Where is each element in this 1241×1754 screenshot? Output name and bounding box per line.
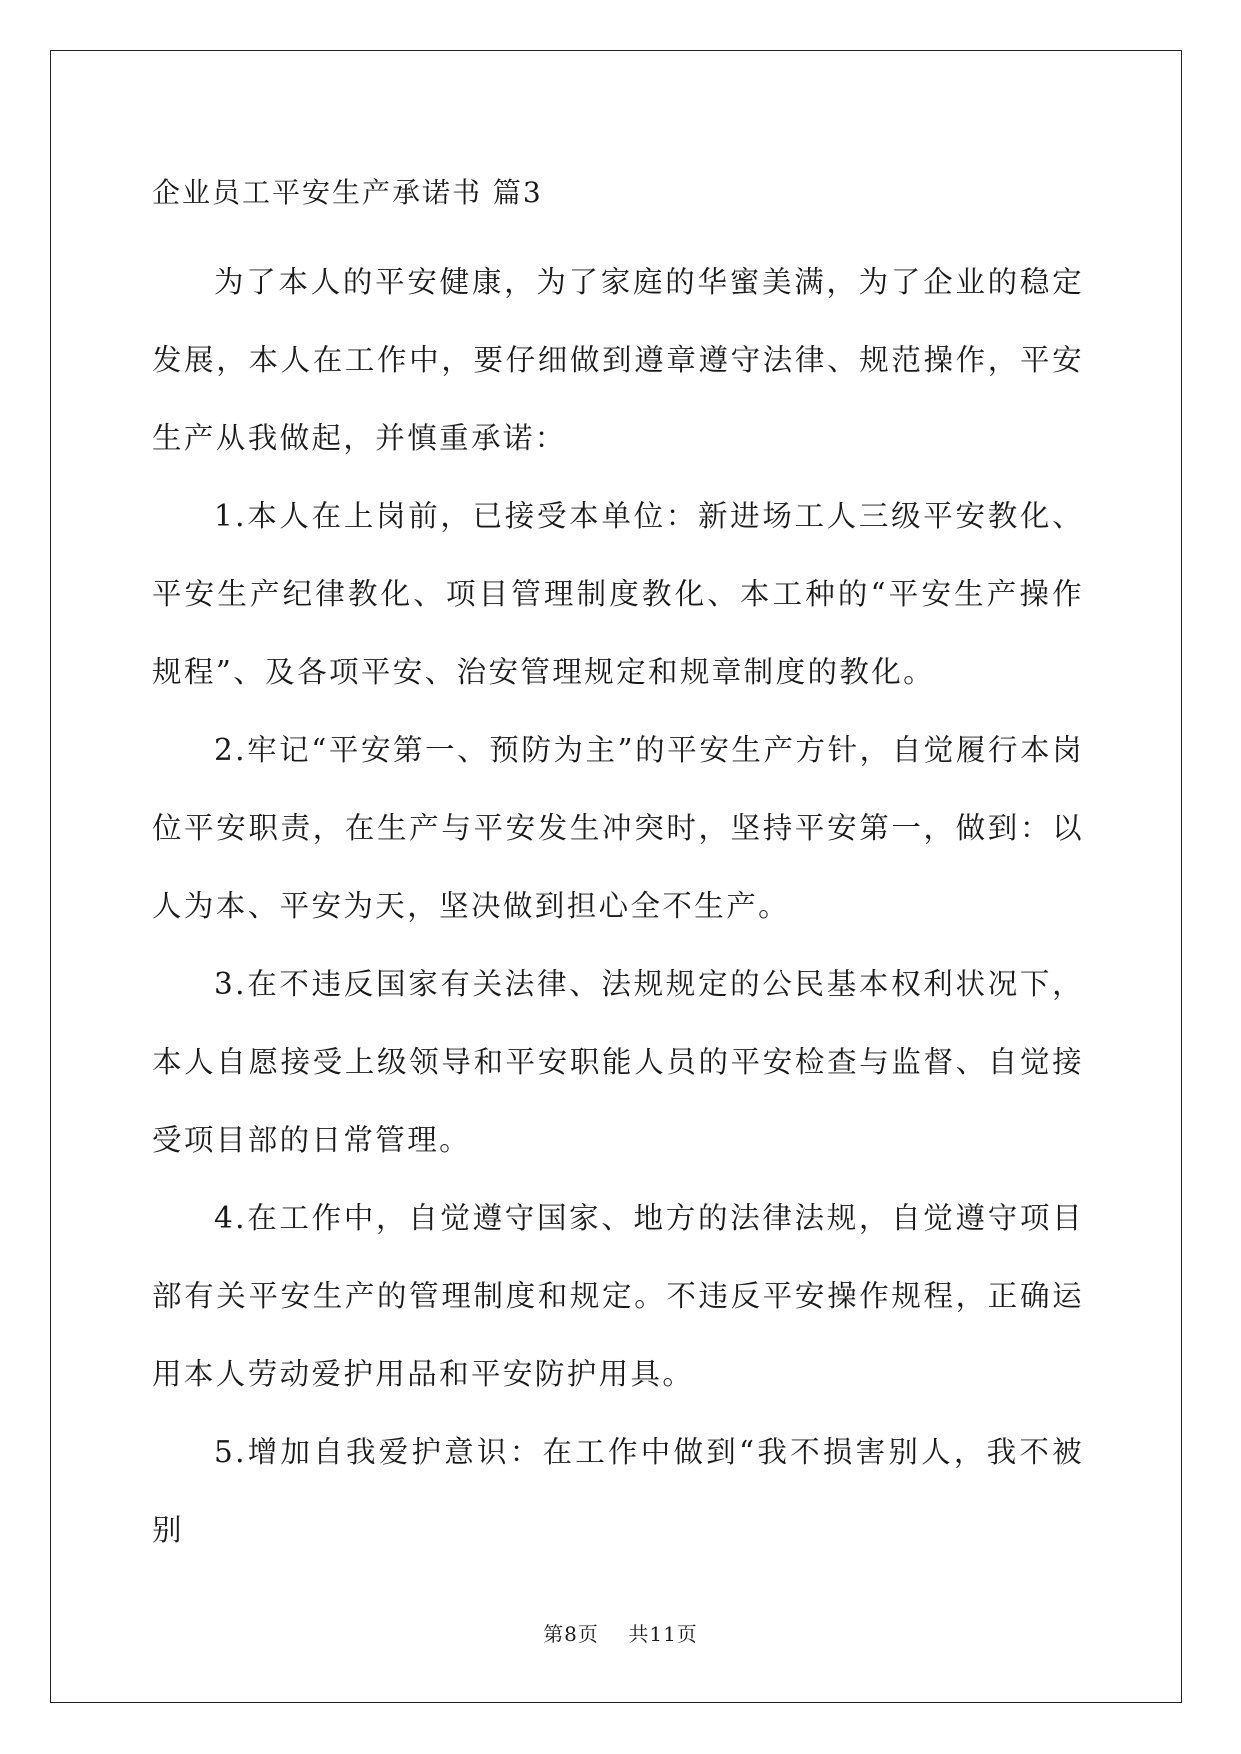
paragraph-item-5: 5.增加自我爱护意识：在工作中做到“我不损害别人，我不被别 (152, 1435, 1084, 1547)
paragraph-item-2: 2.牢记“平安第一、预防为主”的平安生产方针，自觉履行本岗位平安职责，在生产与平安发生冲突时，坚持平安第一，做到：以人为本、平安为天，坚决做到担心全不生产。 (152, 733, 1084, 923)
paragraph-item-1: 1.本人在上岗前，已接受本单位：新进场工人三级平安教化、平安生产纪律教化、项目管理制度教化、本工种的“平安生产操作规程”、及各项平安、治安管理规定和规章制度的教化。 (152, 499, 1084, 689)
page-total: 共11页 (628, 1622, 698, 1646)
paragraph-intro: 为了本人的平安健康，为了家庭的华蜜美满，为了企业的稳定发展，本人在工作中，要仔细做到遵章遵守法律、规范操作，平安生产从我做起，并慎重承诺： (152, 265, 1084, 455)
document-heading: 企业员工平安生产承诺书 篇3 (152, 176, 543, 209)
paragraph-item-3: 3.在不违反国家有关法律、法规规定的公民基本权利状况下，本人自愿接受上级领导和平安职能人员的平安检查与监督、自觉接受项目部的日常管理。 (152, 967, 1084, 1157)
page-number: 第8页 (543, 1622, 599, 1646)
page-footer (0, 1618, 1241, 1647)
document-body (152, 165, 1084, 1569)
paragraph-item-4: 4.在工作中，自觉遵守国家、地方的法律法规，自觉遵守项目部有关平安生产的管理制度和规定。不违反平安操作规程，正确运用本人劳动爱护用品和平安防护用具。 (152, 1201, 1084, 1391)
